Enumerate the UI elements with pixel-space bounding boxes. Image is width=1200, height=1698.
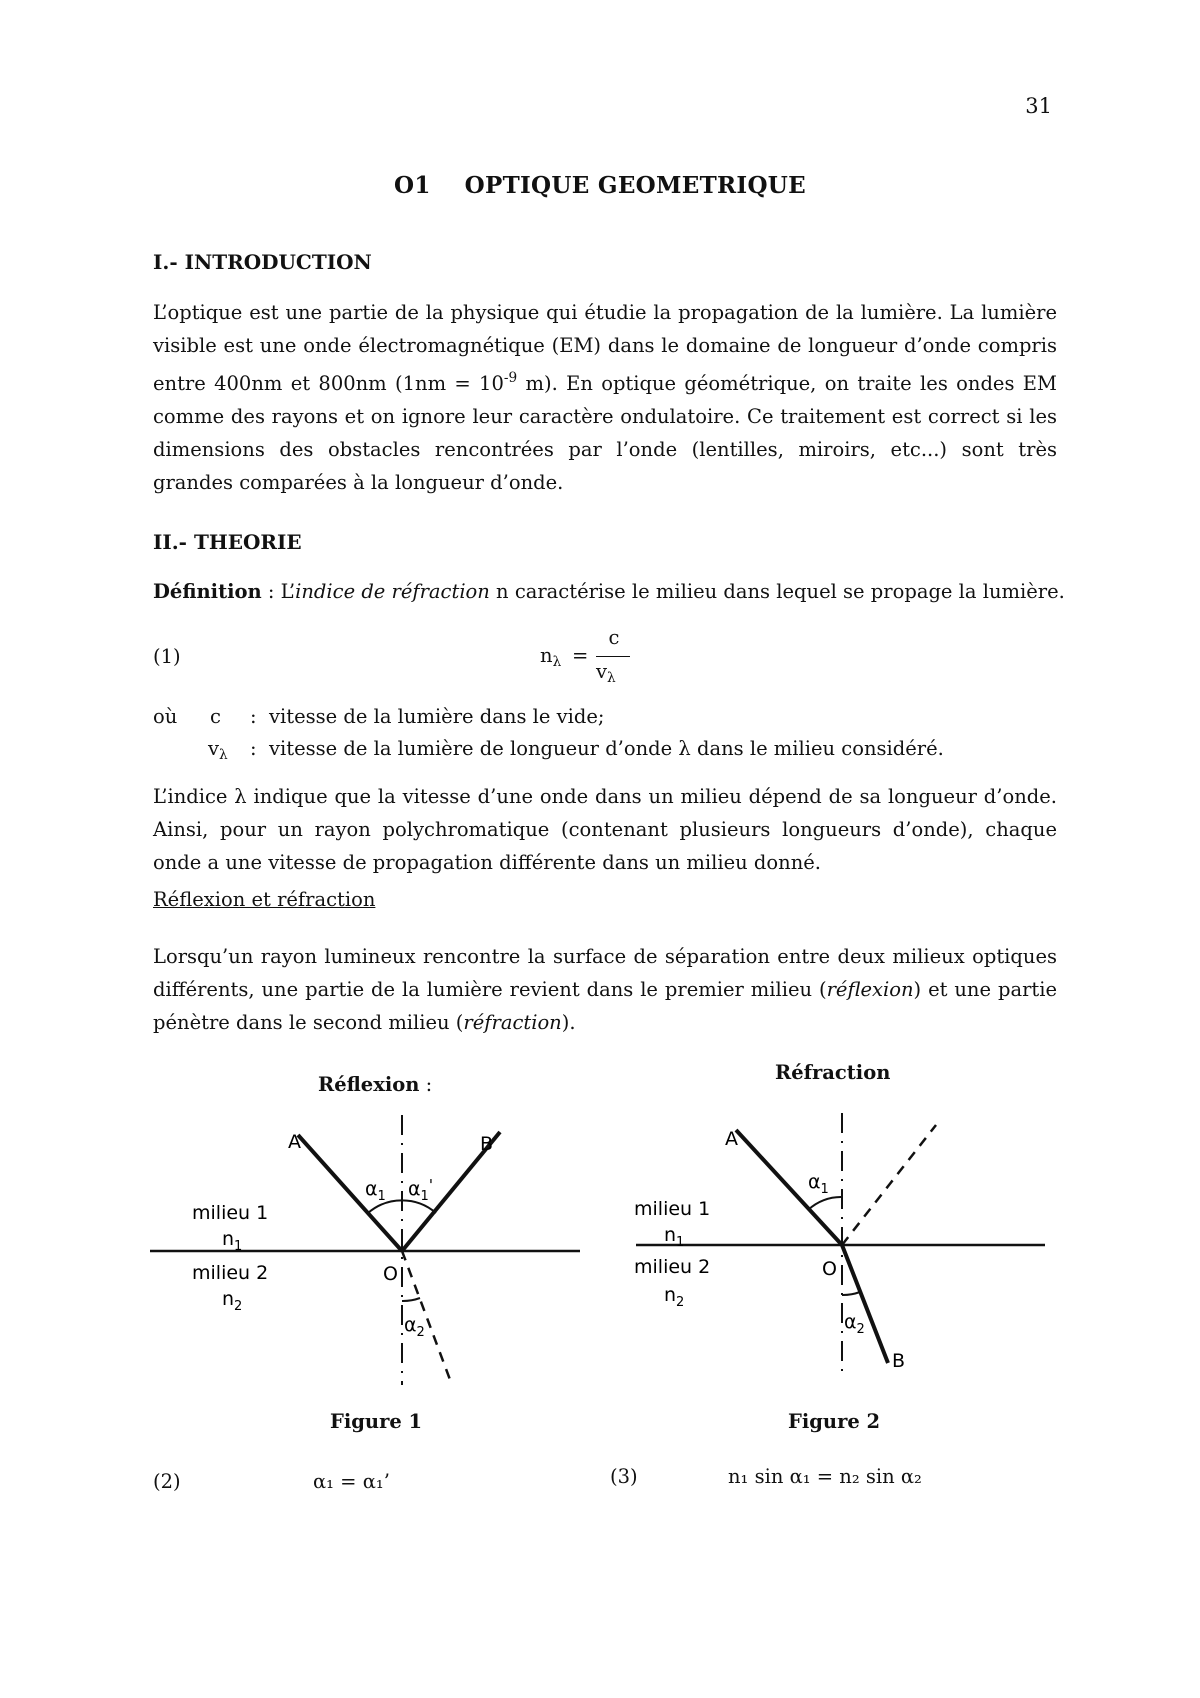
label-alpha1-prime: $\alpha_1'$ <box>408 1176 433 1204</box>
equation-3-label: (3) <box>610 1465 638 1488</box>
label-B: B <box>892 1350 906 1372</box>
figure-2-title: Réfraction <box>775 1061 891 1084</box>
definition: Définition : L’indice de réfraction n caractérise le milieu dans lequel se propage la lumière. <box>153 580 1065 603</box>
n2-label: $n_2$ <box>222 1288 243 1314</box>
label-O: O <box>383 1263 398 1285</box>
medium-2-label: milieu 2 <box>634 1256 711 1278</box>
label-B: B <box>480 1133 494 1155</box>
figure-2-caption: Figure 2 <box>788 1410 881 1433</box>
equation-2: α₁ = α₁’ <box>313 1470 390 1493</box>
reflexion-paragraph: Lorsqu’un rayon lumineux rencontre la surface de séparation entre deux milieux optiques différents, une partie de la lumière revient dans le premier milieu (réflexion) et une partie pénètre dans le second milieu (réfraction). <box>153 945 1058 1034</box>
intro-paragraph: L’optique est une partie de la physique qui étudie la propagation de la lumière. La lumière visible est une onde électromagnétique (EM) dans le domaine de longueur d’onde compris entre 400nm et 800nm ($1nm = 10^{-9}$ m). En optique géométrique, on traite les ondes EM comme des rayons et on ignore leur caractère ondulatoire. Ce traitement est correct si les dimensions des obstacles rencontrées par l’onde (lentilles, miroirs, etc...) sont très grandes comparées à la longueur d’onde. <box>153 301 1057 494</box>
n1-label: $n_1$ <box>664 1224 685 1250</box>
equation-3: n₁ sin α₁ = n₂ sin α₂ <box>728 1465 922 1488</box>
figure-2-diagram <box>630 1095 1070 1395</box>
equation-1-label: (1) <box>153 645 181 668</box>
figure-1-diagram <box>150 1095 600 1395</box>
angle-arc-alpha2 <box>402 1298 420 1301</box>
label-alpha2: $\alpha_2$ <box>844 1311 865 1337</box>
subsection-heading-reflexion-refraction: Réflexion et réfraction <box>153 888 376 911</box>
label-alpha2: $\alpha_2$ <box>404 1314 425 1340</box>
incident-ray <box>298 1135 402 1251</box>
label-A: A <box>725 1128 738 1150</box>
angle-arc-alpha2 <box>842 1292 860 1295</box>
equation-2-label: (2) <box>153 1470 181 1493</box>
lambda-paragraph: L’indice λ indique que la vitesse d’une onde dans un milieu dépend de sa longueur d’onde. Ainsi, pour un rayon polychromatique (contenant plusieurs longueurs d’onde), chaque onde a une vitesse de propagation différente dans un milieu donné. <box>153 785 1057 874</box>
chapter-title: OPTIQUE GEOMETRIQUE <box>464 172 806 199</box>
page-title <box>0 172 1200 199</box>
fraction-bar <box>596 656 630 657</box>
fraction-numerator: c <box>608 626 620 649</box>
equation-1: $n_\lambda$ = c $v_\lambda$ <box>540 630 660 694</box>
reflected-ray-dashed <box>842 1125 936 1245</box>
medium-1-label: milieu 1 <box>192 1202 269 1224</box>
label-alpha1: $\alpha_1$ <box>808 1171 829 1197</box>
chapter-number: O1 <box>394 172 431 199</box>
section-heading-theorie: II.- THEORIE <box>153 530 302 554</box>
n1-label: $n_1$ <box>222 1228 243 1254</box>
section-heading-introduction: I.- INTRODUCTION <box>153 250 372 274</box>
label-A: A <box>288 1131 301 1153</box>
medium-2-label: milieu 2 <box>192 1262 269 1284</box>
refracted-ray <box>842 1245 888 1363</box>
page-number: 31 <box>1025 94 1052 118</box>
n2-label: $n_2$ <box>664 1284 685 1310</box>
angle-arc-alpha1 <box>808 1197 842 1210</box>
medium-1-label: milieu 1 <box>634 1198 711 1220</box>
label-alpha1: $\alpha_1$ <box>365 1178 386 1204</box>
figure-1-title: Réflexion : <box>318 1073 433 1096</box>
label-O: O <box>822 1258 837 1280</box>
figure-1-caption: Figure 1 <box>330 1410 423 1433</box>
where-c: où c : vitesse de la lumière dans le vide; <box>153 705 605 728</box>
fraction-denominator: $v_\lambda$ <box>596 660 616 686</box>
